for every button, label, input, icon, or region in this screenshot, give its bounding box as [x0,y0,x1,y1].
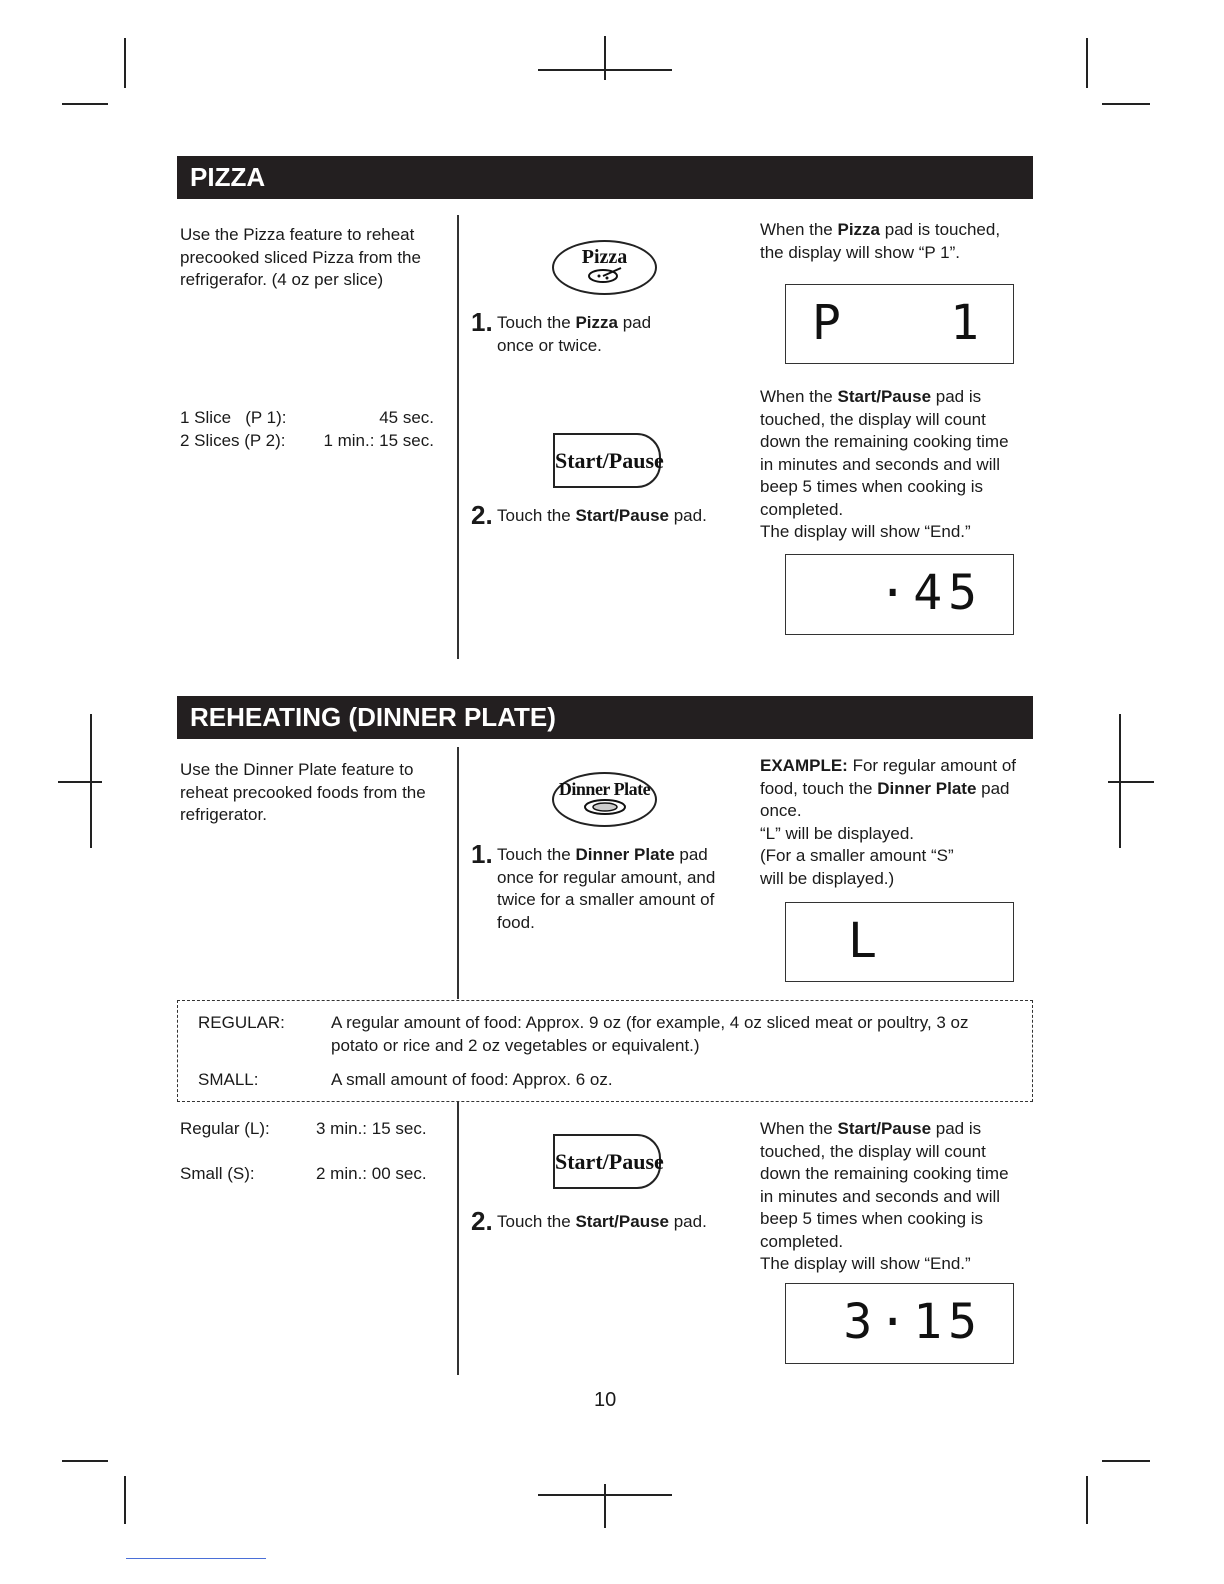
text-bold: Dinner Plate [575,845,675,864]
text-fragment: pad [674,845,708,864]
reheat-time-label: Small (S): [180,1164,255,1183]
crop-mark [1102,1460,1150,1462]
pizza-step1-text [497,312,717,357]
pizza-time-label: 1 Slice (P 1): [180,408,287,427]
text-bold: Start/Pause [575,1212,669,1231]
pizza-step2-text [497,505,737,528]
start-pause-pad-button[interactable]: Start/Pause [553,1134,661,1189]
crop-mark [62,103,108,105]
crop-mark [604,1484,606,1528]
pizza-time-row [180,430,434,453]
start-pause-pad-button[interactable]: Start/Pause [553,433,661,488]
display-digit: 1 [950,295,985,351]
text-fragment: pad once. [760,778,1010,820]
text-fragment: pad is touched, the display will count down the remaining cooking time in minutes and seconds and will beep 5 times when cooking is completed. [760,387,1009,519]
reheat-intro: Use the Dinner Plate feature to reheat precooked foods from the refrigerator. [180,760,426,824]
pizza-time-label: 2 Slices (P 2): [180,431,286,450]
text-fragment: pad. [669,1212,707,1231]
crop-mark [538,69,672,71]
pizza-pad-button[interactable] [552,240,657,295]
crop-mark [1108,781,1154,783]
crop-mark [124,1476,126,1524]
reheat-example [760,755,1032,890]
text-bold: Pizza [837,220,881,239]
text-fragment: pad is touched, the display will show “P 1”. [760,220,1001,262]
text-fragment: once or twice. [497,335,602,355]
text-fragment: The display will show “End.” [760,1254,971,1273]
crop-mark [1086,1476,1088,1524]
reheat-column-divider [457,1102,459,1375]
reheat-time-label: Regular (L): [180,1119,270,1138]
display-digit: L [848,913,883,969]
text-bold: Pizza [575,313,618,332]
reheat-step2-text [497,1211,737,1234]
small-label: SMALL: [198,1070,259,1089]
reheat-step1-text [497,844,737,934]
reheat-time-row [180,1118,440,1141]
text-fragment: When the [760,220,838,239]
reheat-column-divider [457,747,459,999]
pizza-pad-label: Pizza [581,246,628,268]
text-fragment: “L” will be displayed. [760,823,915,843]
text-fragment: pad is touched, the display will count down the remaining cooking time in minutes and seconds and will beep 5 times when cooking is completed. [760,1119,1009,1251]
text-fragment: once for regular amount, and twice for a smaller amount of food. [497,867,716,932]
crop-mark [604,36,606,80]
footer-rule [126,1558,266,1559]
pizza-display-1 [785,284,1014,364]
display-digit: 3·15 [843,1294,983,1350]
pizza-time-value: 1 min.: 15 sec. [323,431,434,450]
crop-mark [58,781,102,783]
text-bold: EXAMPLE: [760,756,848,775]
pizza-intro: Use the Pizza feature to reheat precooked sliced Pizza from the refrigerafor. (4 oz per slice) [180,225,421,289]
crop-mark [124,38,126,88]
text-fragment: pad. [669,506,707,525]
dinner-plate-pad-button[interactable] [552,772,657,827]
text-bold: Start/Pause [837,387,932,406]
text-bold: Dinner Plate [877,778,977,798]
pizza-display-2 [785,554,1014,635]
pizza-column-divider [457,215,459,659]
regular-label: REGULAR: [198,1013,285,1032]
text-bold: Start/Pause [837,1119,932,1138]
small-definition: A small amount of food: Approx. 6 oz. [331,1070,613,1089]
crop-mark [538,1494,672,1496]
text-bold: Start/Pause [575,506,669,525]
text-fragment: Touch the [497,506,576,525]
regular-definition: A regular amount of food: Approx. 9 oz (for example, 4 oz sliced meat or poultry, 3 oz potato or rice and 2 oz vegetables or equivalent.) [331,1013,969,1055]
text-fragment: (For a smaller amount “S” will be displayed.) [760,846,954,888]
pizza-time-row [180,407,434,430]
crop-mark [1102,103,1150,105]
pizza-note1 [760,219,1022,264]
pizza-step1-number: 1. [471,307,493,337]
display-digit: ·45 [878,565,983,621]
reheat-time-value: 3 min.: 15 sec. [316,1119,427,1138]
reheat-display-2 [785,1283,1014,1364]
page-number: 10 [594,1389,617,1411]
text-fragment: pad [617,313,652,332]
text-fragment: When the [760,1119,838,1138]
pizza-section-title: PIZZA [177,156,1033,199]
pizza-step2-number: 2. [471,500,493,530]
reheat-note2 [760,1118,1010,1276]
reheat-step2-number: 2. [471,1206,493,1236]
text-fragment: When the [760,387,838,406]
crop-mark [62,1460,108,1462]
text-fragment: For regular amount of food, touch the [760,756,1017,798]
pizza-time-value: 45 sec. [379,408,434,427]
dinner-plate-pad-label: Dinner Plate [558,779,651,799]
reheat-step1-number: 1. [471,839,493,869]
crop-mark [1086,38,1088,88]
text-fragment: The display will show “End.” [760,522,971,541]
text-fragment: Touch the [497,1212,576,1231]
display-digit: P [812,295,847,351]
reheat-display-1 [785,902,1014,982]
pizza-note2 [760,386,1010,544]
text-fragment: Touch the [497,845,576,864]
reheat-time-value: 2 min.: 00 sec. [316,1164,427,1183]
text-fragment: Touch the [497,313,576,332]
reheat-time-row [180,1163,440,1186]
reheat-section-title: REHEATING (DINNER PLATE) [177,696,1033,739]
